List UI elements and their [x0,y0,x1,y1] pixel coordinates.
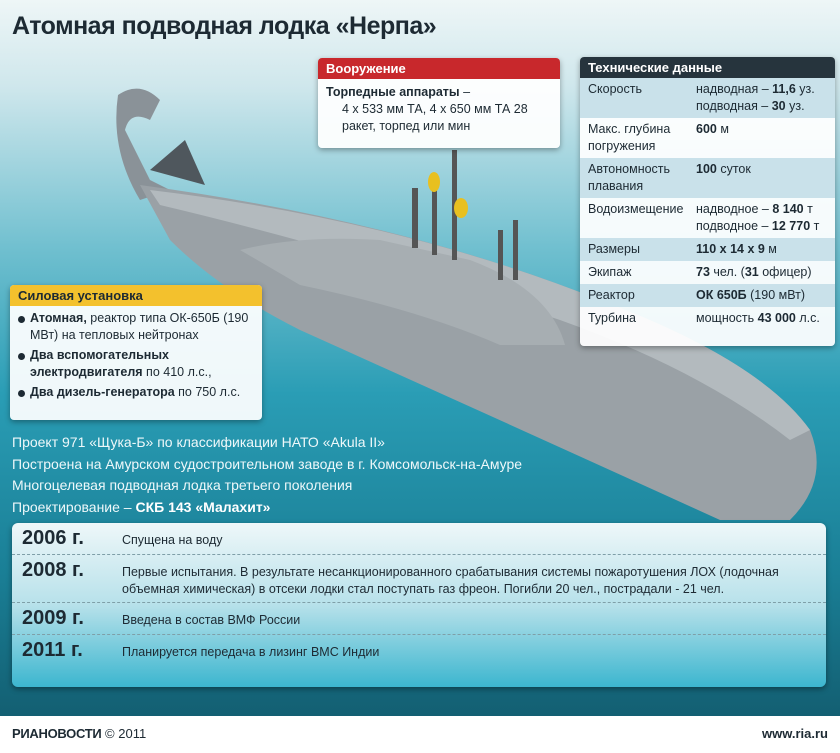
tech-value: 100 суток [696,162,751,176]
timeline-panel [12,523,826,687]
page-title: Атомная подводная лодка «Нерпа» [12,12,437,40]
tech-row [580,261,835,284]
tech-key: Экипаж [588,265,632,279]
timeline-event: Планируется передача в лизинг ВМС Индии [122,645,380,659]
tech-row [580,284,835,307]
brand-logo: РИАНОВОСТИ [12,726,102,741]
tech-value: 110 х 14 х 9 м [696,242,777,256]
designer-label: Проектирование – [12,498,136,515]
info-line: Построена на Амурском судостроительном заводе в г. Комсомольск-на-Амуре [12,455,523,472]
timeline-year: 2009 г. [22,607,84,629]
tech-row [580,118,835,158]
rudder [116,89,170,200]
info-line: Многоцелевая подводная лодка третьего поколения [12,477,353,493]
tech-key: Размеры [588,242,640,256]
timeline-row [12,555,826,603]
timeline-event: Спущена на воду [122,533,223,547]
timeline-event: Первые испытания. В результате несанкционированного срабатывания системы пожаротушения ЛОХ (лодочная объемная химическая) в отсеки лодки стал поступать газ фреон. Погибли 20 чел., пострадали - 21 чел. [122,565,779,596]
tech-value: надводная – 11,6 уз. подводная – 30 уз. [696,82,815,113]
info-line: Проект 971 «Щука-Б» по классификации НАТО «Akula II» [12,434,385,450]
tech-value: 600 м [696,122,729,136]
project-info [12,432,522,518]
armament-panel [318,58,560,148]
armament-detail: 4 х 533 мм ТА, 4 х 650 мм ТА 28 ракет, торпед или мин [342,102,528,133]
timeline-event: Введена в состав ВМФ России [122,613,301,627]
tech-value: 73 чел. (31 офицер) [696,265,812,279]
tech-row [580,238,835,261]
timeline-row [12,523,826,555]
mast [513,220,518,280]
mast [498,230,503,280]
info-line [12,497,522,519]
tech-row [580,78,835,118]
footer-url[interactable]: www.ria.ru [762,726,828,741]
tech-key: Автономность плавания [588,162,671,193]
antenna [454,198,468,218]
tech-value: мощность 43 000 л.с. [696,311,820,325]
fin [150,140,205,185]
timeline-year: 2006 г. [22,527,84,549]
tech-key: Водоизмещение [588,202,684,216]
tech-key: Реактор [588,288,635,302]
tech-key: Турбина [588,311,636,325]
footer-brand [12,726,146,741]
timeline-year: 2011 г. [22,639,83,661]
power-plant-panel [10,285,262,420]
timeline-row [12,635,826,666]
tech-key: Макс. глубина погружения [588,122,671,153]
power-item: Два вспомогательных электродвигателя по 410 л.с., [18,347,254,381]
tech-specs-table [580,57,835,346]
mast [412,188,418,248]
tech-row [580,198,835,238]
tech-key: Скорость [588,82,642,96]
power-header: Силовая установка [10,285,262,306]
power-item: Два дизель-генератора по 750 л.с. [18,384,254,401]
armament-dash: – [459,85,471,99]
tech-row [580,307,835,330]
copyright: © 2011 [101,726,147,741]
tech-value: надводное – 8 140 т подводное – 12 770 т [696,202,820,233]
tech-value: ОК 650Б (190 мВт) [696,288,806,302]
armament-header: Вооружение [318,58,560,79]
tech-row [580,158,835,198]
tech-header: Технические данные [580,57,835,78]
timeline-year: 2008 г. [22,559,84,581]
power-item: Атомная, реактор типа ОК-650Б (190 МВт) на тепловых нейтронах [18,310,254,344]
antenna [428,172,440,192]
designer-name: СКБ 143 «Малахит» [135,498,271,515]
timeline-row [12,603,826,635]
armament-name: Торпедные аппараты [326,85,460,99]
